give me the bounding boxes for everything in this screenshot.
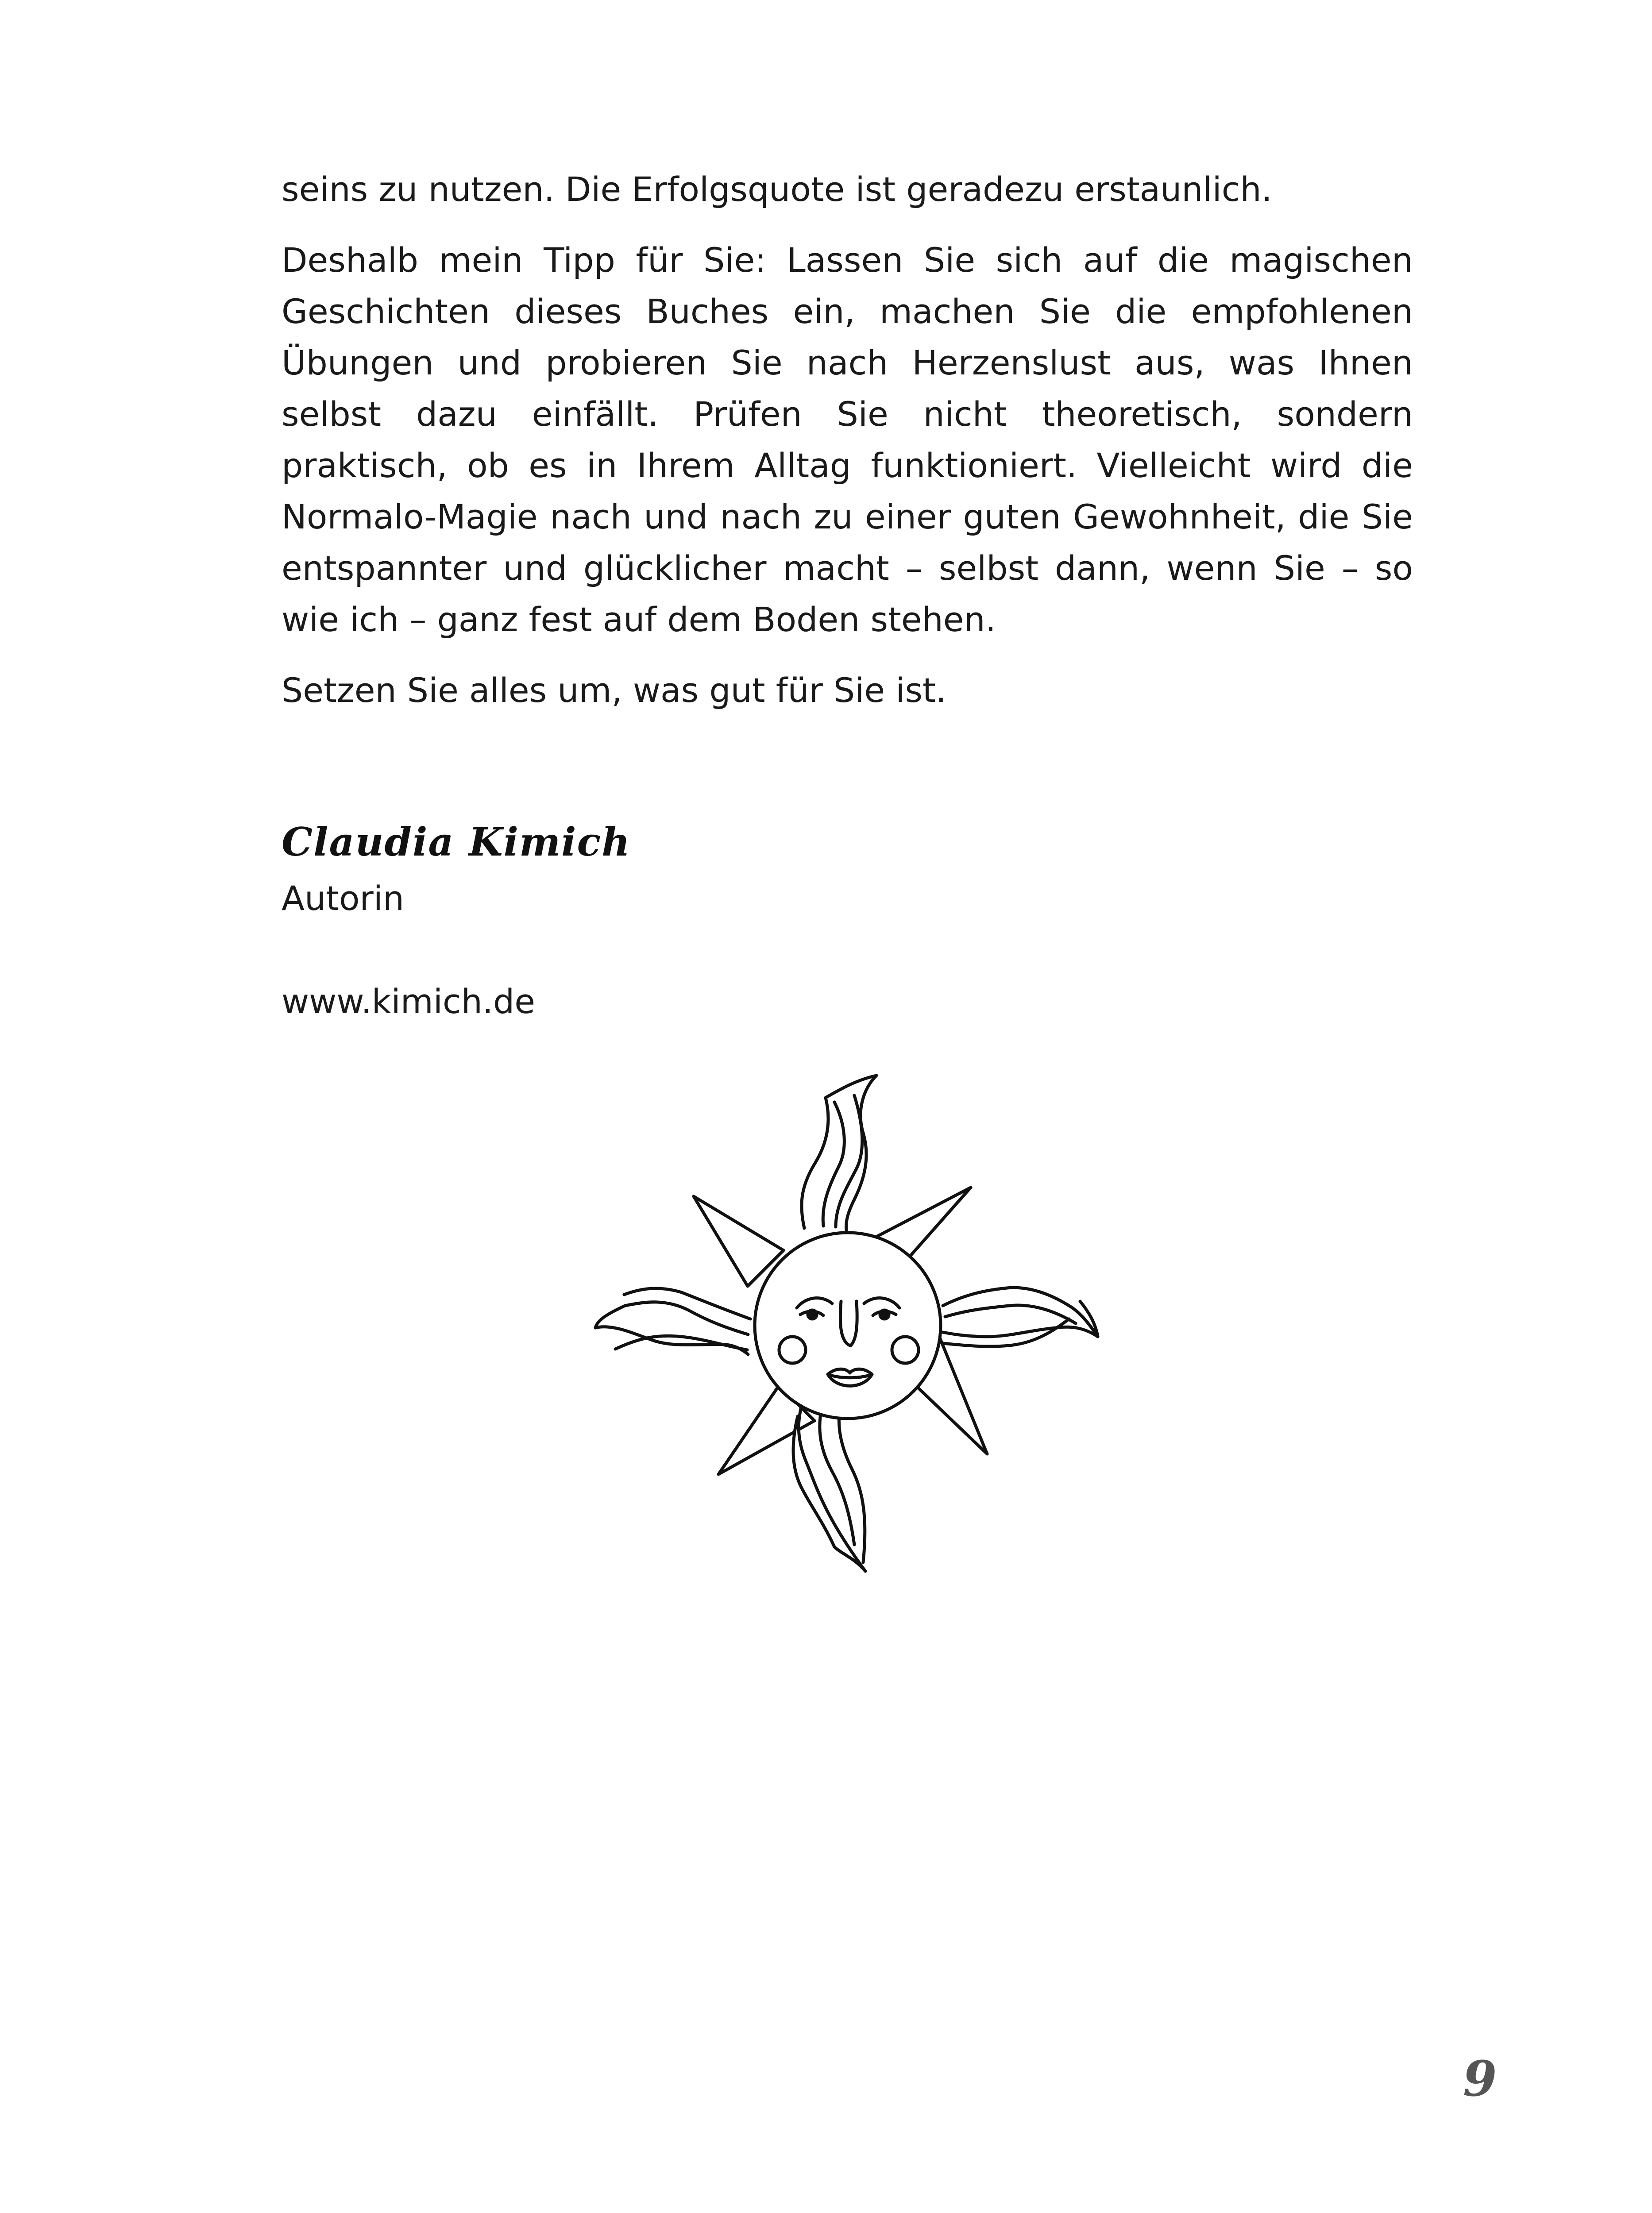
sun-ray-wavy-left [595, 1288, 750, 1354]
author-signature: Claudia Kimich [282, 819, 631, 865]
sun-face [755, 1233, 941, 1419]
paragraph-3: Setzen Sie alles um, was gut für Sie ist. [282, 671, 947, 710]
sun-ray-wavy-right [943, 1288, 1098, 1346]
paragraph-1: seins zu nutzen. Die Erfolgsquote ist geradezu erstaunlich. [282, 170, 1272, 209]
page-number: 9 [1463, 2050, 1497, 2107]
author-website[interactable]: www.kimich.de [282, 982, 536, 1021]
sun-face-icon [593, 1071, 1102, 1580]
author-role: Autorin [282, 879, 404, 918]
sun-ray-wavy-top [802, 1076, 876, 1230]
paragraph-2: Deshalb mein Tipp für Sie: Lassen Sie sich auf die magischen Geschichten dieses Buches ein, machen Sie die empfohlenen Übungen und probieren Sie nach Herzenslust aus, was Ihnen selbst dazu einfällt. Prüfen Sie nicht theoretisch, sondern praktisch, ob es in Ihrem Alltag funktioniert. Vielleicht wird die Normalo-Magie nach und nach zu einer guten Gewohnheit, die Sie entspannter und glücklicher macht – selbst dann, wenn Sie – so wie ich – ganz fest auf dem Boden stehen. [282, 240, 1413, 639]
body-text [282, 164, 1413, 736]
